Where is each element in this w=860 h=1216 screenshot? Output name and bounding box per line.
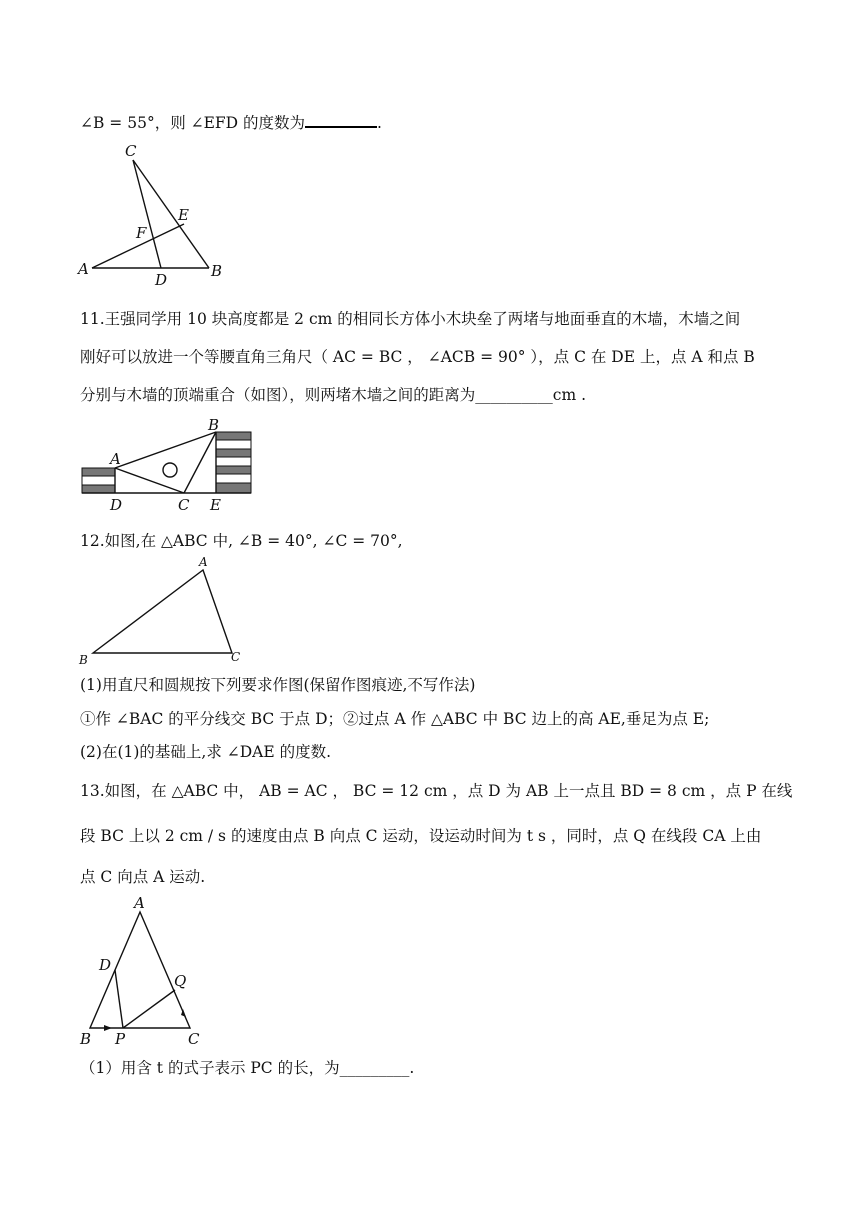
q12-label-a: A <box>199 555 208 569</box>
q11-label-e: E <box>210 496 221 514</box>
q13-label-d: D <box>99 956 112 974</box>
q13-label-p: P <box>115 1030 126 1048</box>
q10-label-d: D <box>155 271 168 289</box>
q10-label-c: C <box>125 142 137 160</box>
q11-label-c: C <box>178 496 190 514</box>
q13-part-1-end: . <box>409 1059 415 1077</box>
q12-part-1-items: ①作 ∠BAC 的平分线交 BC 于点 D；②过点 A 作 △ABC 中 BC 边上的高 AE,垂足为点 E; <box>80 710 710 728</box>
q12-part-2: (2)在(1)的基础上,求 ∠DAE 的度数. <box>80 743 332 761</box>
q11-label-b: B <box>208 416 220 434</box>
q13-part-1-text: （1）用含 t 的式子表示 PC 的长，为 <box>80 1059 340 1077</box>
q13-label-a: A <box>134 894 145 912</box>
q13-line-1: 13.如图，在 △ABC 中， AB = AC ， BC = 12 cm ，点 D 为 AB 上一点且 BD = 8 cm ，点 P 在线 <box>80 782 793 800</box>
q13-label-b: B <box>80 1030 92 1048</box>
q13-answer-blank[interactable]: _________ <box>339 1059 410 1077</box>
q13-line-2: 段 BC 上以 2 cm / s 的速度由点 B 向点 C 运动，设运动时间为 t s ，同时，点 Q 在线段 CA 上由 <box>80 827 762 845</box>
q12-label-c: C <box>231 650 241 664</box>
q11-label-d: D <box>110 496 123 514</box>
q11-line-2: 刚好可以放进一个等腰直角三角尺（ AC = BC ， ∠ACB = 90° ），点 C 在 DE 上，点 A 和点 B <box>80 348 755 366</box>
q13-label-c: C <box>188 1030 200 1048</box>
q13-line-3: 点 C 向点 A 运动. <box>80 868 206 886</box>
q11-line-3-text: 分别与木墙的顶端重合（如图），则两堵木墙之间的距离为 <box>80 386 476 404</box>
q10-label-e: E <box>178 206 189 224</box>
q10-label-b: B <box>211 262 223 280</box>
q12-part-1: (1)用直尺和圆规按下列要求作图(保留作图痕迹,不写作法) <box>80 676 476 694</box>
q10-label-a: A <box>78 260 89 278</box>
q12-title: 12.如图,在 △ABC 中, ∠B = 40°, ∠C = 70°, <box>80 532 403 550</box>
q11-unit-text: cm . <box>552 386 586 404</box>
q11-answer-blank[interactable]: __________ <box>475 386 553 404</box>
q13-label-q: Q <box>174 972 187 990</box>
q12-label-b: B <box>79 653 88 667</box>
q10-label-f: F <box>136 224 147 242</box>
q13-part-1 <box>80 1057 414 1079</box>
q11-line-1: 11.王强同学用 10 块高度都是 2 cm 的相同长方体小木块垒了两堵与地面垂直的木墙，木墙之间 <box>80 310 741 328</box>
q10-end-text: . <box>377 114 382 132</box>
q11-label-a: A <box>110 450 121 468</box>
q10-condition-text: ∠B = 55°，则 ∠EFD 的度数为 <box>80 114 306 132</box>
